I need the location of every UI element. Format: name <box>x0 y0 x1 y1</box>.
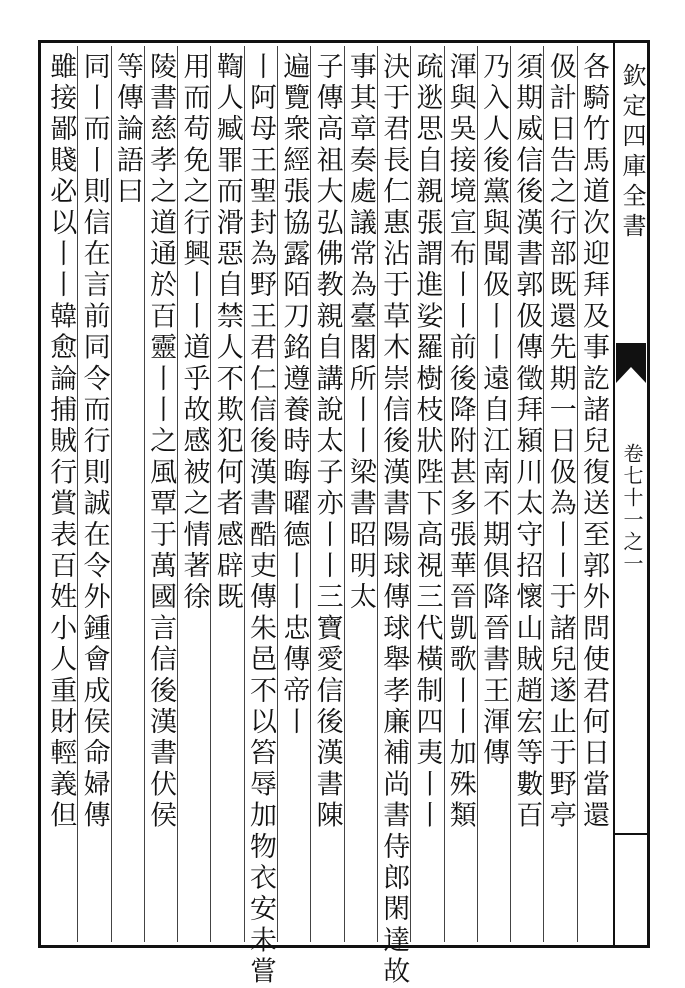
strip-divider <box>615 833 649 835</box>
text-column: 各騎竹馬道次迎拜及事訖諸兒復送至郭外問使君何日當還 <box>577 52 609 832</box>
text-column: 伋計日告之行部既還先期一日伋為丨丨于諸兒遂止于野亭 <box>544 52 576 832</box>
text-column: 遍覽衆經張協露陌刀銘遵養時晦曜德丨丨忠傳帝丨 <box>278 52 310 739</box>
text-column: 雖接鄙賤必以丨丨韓愈論捕賊行賞表百姓小人重財輕義但 <box>45 52 77 832</box>
fishtail-mark-icon <box>616 343 646 423</box>
text-column: 疏逖思自親張謂進娑羅樹枝狀陛下高視三代橫制四夷丨丨 <box>411 52 443 832</box>
text-column: 鞫人臧罪而滑惡自禁人不欺犯何者感辟既 <box>211 52 243 614</box>
column-rule <box>344 46 345 942</box>
column-rule <box>210 46 211 942</box>
column-rule <box>277 46 278 942</box>
margin-strip <box>613 43 647 945</box>
text-column: 用而苟免之行興丨丨道乎故感被之情著徐 <box>178 52 210 614</box>
volume-label: 卷七十一之一 <box>620 443 644 575</box>
library-title: 欽定四庫全書 <box>618 63 646 243</box>
text-column: 子傳高祖大弘佛教親自講說太子亦丨丨三寶愛信後漢書陳 <box>311 52 343 832</box>
column-rule <box>244 46 245 942</box>
text-column: 須期威信後漢書郭伋傳徵拜潁川太守招懷山賊趙宏等數百 <box>511 52 543 832</box>
column-rule <box>144 46 145 942</box>
text-body <box>44 46 610 988</box>
column-rule <box>477 46 478 942</box>
column-rule <box>410 46 411 942</box>
column-rule <box>111 46 112 942</box>
text-column: 決于君長仁惠沾于草木崇信後漢書陽球傳球舉孝廉補尚書侍郎閑達故 <box>378 52 410 988</box>
column-rule <box>510 46 511 942</box>
text-column: 渾與吳接境宣布丨丨前後降附甚多張華晉凱歌丨丨加殊類 <box>444 52 476 832</box>
column-rule <box>310 46 311 942</box>
column-rule <box>577 46 578 942</box>
text-column: 陵書慈孝之道通於百靈丨丨之風覃于萬國言信後漢書伏侯 <box>145 52 177 832</box>
column-rule <box>543 46 544 942</box>
text-column: 同丨而丨則信在言前同令而行則誠在令外鍾會成侯命婦傳 <box>78 52 110 832</box>
text-column: 事其章奏處議常為臺閣所丨丨梁書昭明太 <box>344 52 376 614</box>
text-column: 乃入人後黨與聞伋丨丨遠自江南不期俱降晉書王渾傳 <box>478 52 510 770</box>
text-column: 等傳論語曰 <box>111 52 143 208</box>
column-rule <box>444 46 445 942</box>
text-column: 丨阿母王聖封為野王君仁信後漢書酷吏傳朱邑不以笞辱加物衣安未嘗 <box>245 52 277 988</box>
column-rule <box>177 46 178 942</box>
column-rule <box>77 46 78 942</box>
column-rule <box>377 46 378 942</box>
